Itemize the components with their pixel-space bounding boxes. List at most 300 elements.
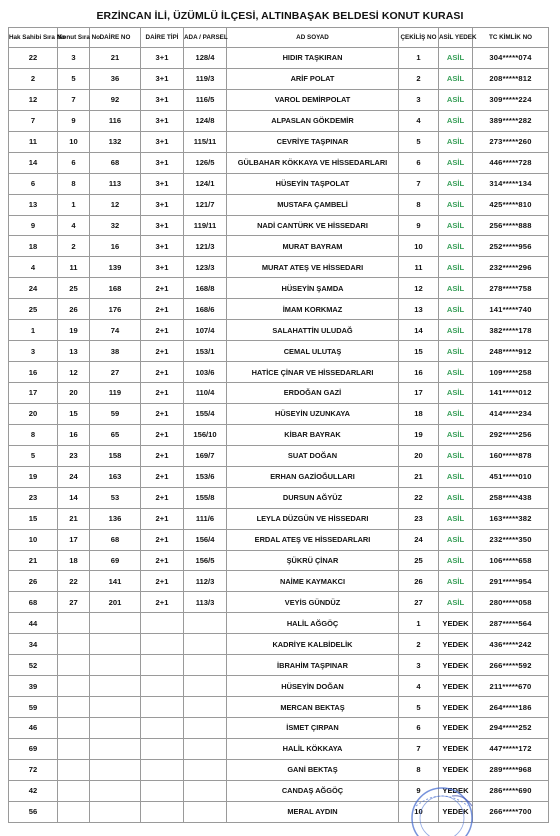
hak-sahibi-cell: 2 — [9, 68, 58, 89]
cekilis-no-cell: 14 — [399, 320, 439, 341]
ada-parsel-cell — [184, 655, 227, 676]
daire-no-cell: 53 — [90, 487, 141, 508]
table-row — [9, 48, 549, 69]
tc-cell: 109*****258 — [473, 362, 549, 383]
konut-cell — [58, 780, 90, 801]
hak-sahibi-cell: 3 — [9, 341, 58, 362]
daire-no-cell: 12 — [90, 194, 141, 215]
status-cell: ASİL — [439, 571, 473, 592]
konut-cell — [58, 801, 90, 822]
hak-sahibi-cell: 34 — [9, 634, 58, 655]
cekilis-no-cell: 6 — [399, 718, 439, 739]
konut-cell: 16 — [58, 424, 90, 445]
status-cell: ASİL — [439, 320, 473, 341]
name-cell: ŞÜKRÜ ÇİNAR — [227, 550, 399, 571]
daire-tipi-cell — [141, 634, 184, 655]
table-row — [9, 571, 549, 592]
cekilis-no-cell: 10 — [399, 236, 439, 257]
status-cell: ASİL — [439, 215, 473, 236]
status-cell: ASİL — [439, 362, 473, 383]
ada-parsel-cell — [184, 676, 227, 697]
name-cell: HALİL AĞGÖÇ — [227, 613, 399, 634]
header-asil-yedek: ASİL YEDEK — [439, 28, 473, 48]
status-cell: ASİL — [439, 383, 473, 404]
name-cell: ALPASLAN GÖKDEMİR — [227, 110, 399, 131]
tc-cell: 248*****912 — [473, 341, 549, 362]
ada-parsel-cell — [184, 801, 227, 822]
tc-cell: 314*****134 — [473, 173, 549, 194]
table-row — [9, 738, 549, 759]
daire-no-cell: 132 — [90, 131, 141, 152]
konut-cell: 3 — [58, 48, 90, 69]
konut-cell: 15 — [58, 403, 90, 424]
status-cell: ASİL — [439, 257, 473, 278]
name-cell: CANDAŞ AĞGÖÇ — [227, 780, 399, 801]
table-header-row — [9, 28, 549, 48]
daire-no-cell: 69 — [90, 550, 141, 571]
tc-cell: 258*****438 — [473, 487, 549, 508]
cekilis-no-cell: 19 — [399, 424, 439, 445]
name-cell: HALİL KÖKKAYA — [227, 738, 399, 759]
table-row — [9, 780, 549, 801]
konut-cell — [58, 613, 90, 634]
ada-parsel-cell: 110/4 — [184, 383, 227, 404]
ada-parsel-cell — [184, 718, 227, 739]
table-row — [9, 68, 549, 89]
ada-parsel-cell: 128/4 — [184, 48, 227, 69]
status-cell: ASİL — [439, 89, 473, 110]
name-cell: KİBAR BAYRAK — [227, 424, 399, 445]
status-cell: ASİL — [439, 278, 473, 299]
table-row — [9, 550, 549, 571]
name-cell: HÜSEYİN ŞAMDA — [227, 278, 399, 299]
konut-cell: 19 — [58, 320, 90, 341]
name-cell: VEYİS GÜNDÜZ — [227, 592, 399, 613]
name-cell: GANİ BEKTAŞ — [227, 759, 399, 780]
name-cell: NAİME KAYMAKCI — [227, 571, 399, 592]
status-cell: ASİL — [439, 299, 473, 320]
table-row — [9, 424, 549, 445]
status-cell: ASİL — [439, 152, 473, 173]
cekilis-no-cell: 13 — [399, 299, 439, 320]
name-cell: HÜSEYİN TAŞPOLAT — [227, 173, 399, 194]
daire-no-cell — [90, 634, 141, 655]
header-konut: Konut Sıra No — [58, 28, 90, 48]
daire-tipi-cell: 2+1 — [141, 550, 184, 571]
status-cell: ASİL — [439, 445, 473, 466]
tc-cell: 252*****956 — [473, 236, 549, 257]
konut-cell: 9 — [58, 110, 90, 131]
ada-parsel-cell — [184, 759, 227, 780]
table-row — [9, 403, 549, 424]
ada-parsel-cell: 124/8 — [184, 110, 227, 131]
status-cell: YEDEK — [439, 780, 473, 801]
hak-sahibi-cell: 56 — [9, 801, 58, 822]
hak-sahibi-cell: 1 — [9, 320, 58, 341]
tc-cell: 451*****010 — [473, 466, 549, 487]
daire-no-cell: 68 — [90, 529, 141, 550]
name-cell: NADİ CANTÜRK VE HİSSEDARI — [227, 215, 399, 236]
status-cell: ASİL — [439, 424, 473, 445]
name-cell: ERDOĞAN GAZİ — [227, 383, 399, 404]
name-cell: MERAL AYDIN — [227, 801, 399, 822]
status-cell: YEDEK — [439, 738, 473, 759]
daire-no-cell: 27 — [90, 362, 141, 383]
hak-sahibi-cell: 25 — [9, 299, 58, 320]
tc-cell: 266*****700 — [473, 801, 549, 822]
header-hak-sahibi: Hak Sahibi Sıra No — [9, 28, 58, 48]
hak-sahibi-cell: 24 — [9, 278, 58, 299]
cekilis-no-cell: 1 — [399, 48, 439, 69]
table-row — [9, 341, 549, 362]
daire-no-cell: 141 — [90, 571, 141, 592]
konut-cell — [58, 676, 90, 697]
konut-cell — [58, 738, 90, 759]
hak-sahibi-cell: 59 — [9, 697, 58, 718]
status-cell: ASİL — [439, 194, 473, 215]
name-cell: HIDIR TAŞKIRAN — [227, 48, 399, 69]
status-cell: YEDEK — [439, 718, 473, 739]
status-cell: YEDEK — [439, 801, 473, 822]
tc-cell: 106*****658 — [473, 550, 549, 571]
name-cell: ERDAL ATEŞ VE HİSSEDARLARI — [227, 529, 399, 550]
daire-no-cell: 113 — [90, 173, 141, 194]
hak-sahibi-cell: 20 — [9, 403, 58, 424]
tc-cell: 232*****350 — [473, 529, 549, 550]
status-cell: ASİL — [439, 487, 473, 508]
status-cell: ASİL — [439, 68, 473, 89]
table-body — [9, 48, 549, 823]
konut-cell: 25 — [58, 278, 90, 299]
name-cell: ERHAN GAZİOĞULLARI — [227, 466, 399, 487]
konut-cell: 13 — [58, 341, 90, 362]
hak-sahibi-cell: 7 — [9, 110, 58, 131]
table-row — [9, 215, 549, 236]
cekilis-no-cell: 26 — [399, 571, 439, 592]
daire-tipi-cell — [141, 676, 184, 697]
hak-sahibi-cell: 9 — [9, 215, 58, 236]
daire-tipi-cell: 2+1 — [141, 424, 184, 445]
hak-sahibi-cell: 6 — [9, 173, 58, 194]
ada-parsel-cell — [184, 697, 227, 718]
konut-cell: 11 — [58, 257, 90, 278]
header-ad-soyad: AD SOYAD — [227, 28, 399, 48]
tc-cell: 211*****670 — [473, 676, 549, 697]
name-cell: SUAT DOĞAN — [227, 445, 399, 466]
konut-cell: 17 — [58, 529, 90, 550]
daire-tipi-cell: 3+1 — [141, 68, 184, 89]
hak-sahibi-cell: 14 — [9, 152, 58, 173]
cekilis-no-cell: 4 — [399, 676, 439, 697]
tc-cell: 141*****740 — [473, 299, 549, 320]
daire-tipi-cell — [141, 759, 184, 780]
status-cell: YEDEK — [439, 655, 473, 676]
daire-tipi-cell: 3+1 — [141, 152, 184, 173]
cekilis-no-cell: 21 — [399, 466, 439, 487]
cekilis-no-cell: 12 — [399, 278, 439, 299]
status-cell: ASİL — [439, 403, 473, 424]
daire-tipi-cell — [141, 613, 184, 634]
ada-parsel-cell: 169/7 — [184, 445, 227, 466]
daire-no-cell: 116 — [90, 110, 141, 131]
tc-cell: 266*****592 — [473, 655, 549, 676]
status-cell: YEDEK — [439, 634, 473, 655]
tc-cell: 294*****252 — [473, 718, 549, 739]
name-cell: İSMET ÇIRPAN — [227, 718, 399, 739]
lottery-table — [8, 27, 549, 823]
daire-no-cell — [90, 718, 141, 739]
name-cell: VAROL DEMİRPOLAT — [227, 89, 399, 110]
daire-tipi-cell: 3+1 — [141, 173, 184, 194]
table-row — [9, 697, 549, 718]
konut-cell — [58, 759, 90, 780]
tc-cell: 447*****172 — [473, 738, 549, 759]
tc-cell: 425*****810 — [473, 194, 549, 215]
hak-sahibi-cell: 13 — [9, 194, 58, 215]
status-cell: YEDEK — [439, 676, 473, 697]
ada-parsel-cell: 115/11 — [184, 131, 227, 152]
hak-sahibi-cell: 44 — [9, 613, 58, 634]
ada-parsel-cell: 119/11 — [184, 215, 227, 236]
hak-sahibi-cell: 42 — [9, 780, 58, 801]
daire-no-cell: 92 — [90, 89, 141, 110]
daire-no-cell — [90, 613, 141, 634]
ada-parsel-cell: 155/4 — [184, 403, 227, 424]
name-cell: HÜSEYİN DOĞAN — [227, 676, 399, 697]
ada-parsel-cell: 156/5 — [184, 550, 227, 571]
hak-sahibi-cell: 21 — [9, 550, 58, 571]
konut-cell: 10 — [58, 131, 90, 152]
status-cell: ASİL — [439, 508, 473, 529]
cekilis-no-cell: 5 — [399, 131, 439, 152]
daire-no-cell: 36 — [90, 68, 141, 89]
status-cell: ASİL — [439, 110, 473, 131]
table-row — [9, 299, 549, 320]
cekilis-no-cell: 20 — [399, 445, 439, 466]
daire-tipi-cell: 2+1 — [141, 320, 184, 341]
table-row — [9, 362, 549, 383]
cekilis-no-cell: 18 — [399, 403, 439, 424]
cekilis-no-cell: 7 — [399, 738, 439, 759]
daire-no-cell: 139 — [90, 257, 141, 278]
name-cell: MUSTAFA ÇAMBELİ — [227, 194, 399, 215]
cekilis-no-cell: 7 — [399, 173, 439, 194]
ada-parsel-cell: 153/1 — [184, 341, 227, 362]
document-title: ERZİNCAN İLİ, ÜZÜMLÜ İLÇESİ, ALTINBAŞAK BELDESİ KONUT KURASI — [96, 10, 464, 22]
status-cell: ASİL — [439, 466, 473, 487]
table-row — [9, 257, 549, 278]
konut-cell: 6 — [58, 152, 90, 173]
konut-cell: 8 — [58, 173, 90, 194]
konut-cell: 12 — [58, 362, 90, 383]
name-cell: ARİF POLAT — [227, 68, 399, 89]
status-cell: YEDEK — [439, 613, 473, 634]
ada-parsel-cell: 112/3 — [184, 571, 227, 592]
table-row — [9, 236, 549, 257]
status-cell: ASİL — [439, 131, 473, 152]
hak-sahibi-cell: 18 — [9, 236, 58, 257]
ada-parsel-cell: 123/3 — [184, 257, 227, 278]
tc-cell: 382*****178 — [473, 320, 549, 341]
daire-tipi-cell: 2+1 — [141, 445, 184, 466]
daire-tipi-cell: 3+1 — [141, 48, 184, 69]
hak-sahibi-cell: 15 — [9, 508, 58, 529]
daire-no-cell — [90, 780, 141, 801]
table-row — [9, 487, 549, 508]
table-row — [9, 718, 549, 739]
ada-parsel-cell: 113/3 — [184, 592, 227, 613]
cekilis-no-cell: 4 — [399, 110, 439, 131]
name-cell: GÜLBAHAR KÖKKAYA VE HİSSEDARLARI — [227, 152, 399, 173]
hak-sahibi-cell: 39 — [9, 676, 58, 697]
hak-sahibi-cell: 8 — [9, 424, 58, 445]
daire-tipi-cell: 2+1 — [141, 592, 184, 613]
daire-tipi-cell: 2+1 — [141, 362, 184, 383]
tc-cell: 304*****074 — [473, 48, 549, 69]
ada-parsel-cell: 119/3 — [184, 68, 227, 89]
tc-cell: 389*****282 — [473, 110, 549, 131]
table-row — [9, 152, 549, 173]
ada-parsel-cell: 126/5 — [184, 152, 227, 173]
daire-no-cell: 59 — [90, 403, 141, 424]
table-row — [9, 613, 549, 634]
ada-parsel-cell: 103/6 — [184, 362, 227, 383]
daire-no-cell: 32 — [90, 215, 141, 236]
cekilis-no-cell: 9 — [399, 215, 439, 236]
ada-parsel-cell: 156/10 — [184, 424, 227, 445]
status-cell: ASİL — [439, 529, 473, 550]
daire-no-cell: 136 — [90, 508, 141, 529]
cekilis-no-cell: 3 — [399, 89, 439, 110]
tc-cell: 278*****758 — [473, 278, 549, 299]
daire-no-cell: 68 — [90, 152, 141, 173]
konut-cell: 20 — [58, 383, 90, 404]
header-daire-no: DAİRE NO — [90, 28, 141, 48]
daire-no-cell — [90, 801, 141, 822]
daire-tipi-cell: 3+1 — [141, 257, 184, 278]
daire-tipi-cell: 2+1 — [141, 508, 184, 529]
tc-cell: 280*****058 — [473, 592, 549, 613]
tc-cell: 289*****968 — [473, 759, 549, 780]
ada-parsel-cell: 155/8 — [184, 487, 227, 508]
cekilis-no-cell: 2 — [399, 68, 439, 89]
hak-sahibi-cell: 10 — [9, 529, 58, 550]
name-cell: HÜSEYİN UZUNKAYA — [227, 403, 399, 424]
daire-no-cell — [90, 697, 141, 718]
table-row — [9, 592, 549, 613]
daire-no-cell: 163 — [90, 466, 141, 487]
daire-tipi-cell: 2+1 — [141, 341, 184, 362]
table-row — [9, 676, 549, 697]
ada-parsel-cell — [184, 738, 227, 759]
ada-parsel-cell: 121/7 — [184, 194, 227, 215]
konut-cell — [58, 697, 90, 718]
cekilis-no-cell: 9 — [399, 780, 439, 801]
daire-tipi-cell: 2+1 — [141, 299, 184, 320]
name-cell: HATİCE ÇİNAR VE HİSSEDARLARI — [227, 362, 399, 383]
konut-cell: 1 — [58, 194, 90, 215]
konut-cell: 18 — [58, 550, 90, 571]
ada-parsel-cell: 168/8 — [184, 278, 227, 299]
hak-sahibi-cell: 46 — [9, 718, 58, 739]
cekilis-no-cell: 25 — [399, 550, 439, 571]
daire-tipi-cell: 3+1 — [141, 110, 184, 131]
tc-cell: 286*****690 — [473, 780, 549, 801]
daire-tipi-cell: 3+1 — [141, 194, 184, 215]
daire-tipi-cell: 2+1 — [141, 571, 184, 592]
konut-cell — [58, 634, 90, 655]
daire-no-cell: 119 — [90, 383, 141, 404]
name-cell: CEVRİYE TAŞPINAR — [227, 131, 399, 152]
daire-no-cell: 176 — [90, 299, 141, 320]
ada-parsel-cell: 111/6 — [184, 508, 227, 529]
tc-cell: 163*****382 — [473, 508, 549, 529]
cekilis-no-cell: 22 — [399, 487, 439, 508]
daire-tipi-cell — [141, 718, 184, 739]
cekilis-no-cell: 17 — [399, 383, 439, 404]
daire-no-cell: 74 — [90, 320, 141, 341]
table-row — [9, 131, 549, 152]
name-cell: MERCAN BEKTAŞ — [227, 697, 399, 718]
daire-tipi-cell — [141, 780, 184, 801]
daire-no-cell — [90, 655, 141, 676]
hak-sahibi-cell: 16 — [9, 362, 58, 383]
cekilis-no-cell: 2 — [399, 634, 439, 655]
name-cell: LEYLA DÜZGÜN VE HİSSEDARI — [227, 508, 399, 529]
konut-cell: 26 — [58, 299, 90, 320]
daire-tipi-cell: 2+1 — [141, 487, 184, 508]
status-cell: ASİL — [439, 341, 473, 362]
cekilis-no-cell: 6 — [399, 152, 439, 173]
konut-cell: 7 — [58, 89, 90, 110]
daire-tipi-cell — [141, 738, 184, 759]
name-cell: MURAT ATEŞ VE HİSSEDARI — [227, 257, 399, 278]
konut-cell: 24 — [58, 466, 90, 487]
ada-parsel-cell: 124/1 — [184, 173, 227, 194]
tc-cell: 287*****564 — [473, 613, 549, 634]
hak-sahibi-cell: 12 — [9, 89, 58, 110]
daire-tipi-cell: 2+1 — [141, 466, 184, 487]
table-row — [9, 89, 549, 110]
cekilis-no-cell: 8 — [399, 194, 439, 215]
name-cell: DURSUN AĞYÜZ — [227, 487, 399, 508]
name-cell: İBRAHİM TAŞPINAR — [227, 655, 399, 676]
cekilis-no-cell: 27 — [399, 592, 439, 613]
konut-cell — [58, 718, 90, 739]
tc-cell: 264*****186 — [473, 697, 549, 718]
konut-cell: 2 — [58, 236, 90, 257]
name-cell: MURAT BAYRAM — [227, 236, 399, 257]
konut-cell: 21 — [58, 508, 90, 529]
daire-tipi-cell: 2+1 — [141, 403, 184, 424]
konut-cell: 27 — [58, 592, 90, 613]
cekilis-no-cell: 1 — [399, 613, 439, 634]
cekilis-no-cell: 24 — [399, 529, 439, 550]
daire-no-cell: 168 — [90, 278, 141, 299]
status-cell: YEDEK — [439, 697, 473, 718]
name-cell: SALAHATTİN ULUDAĞ — [227, 320, 399, 341]
cekilis-no-cell: 5 — [399, 697, 439, 718]
table-row — [9, 759, 549, 780]
hak-sahibi-cell: 68 — [9, 592, 58, 613]
tc-cell: 273*****260 — [473, 131, 549, 152]
cekilis-no-cell: 16 — [399, 362, 439, 383]
table-row — [9, 529, 549, 550]
status-cell: ASİL — [439, 550, 473, 571]
table-row — [9, 655, 549, 676]
hak-sahibi-cell: 69 — [9, 738, 58, 759]
daire-no-cell: 201 — [90, 592, 141, 613]
